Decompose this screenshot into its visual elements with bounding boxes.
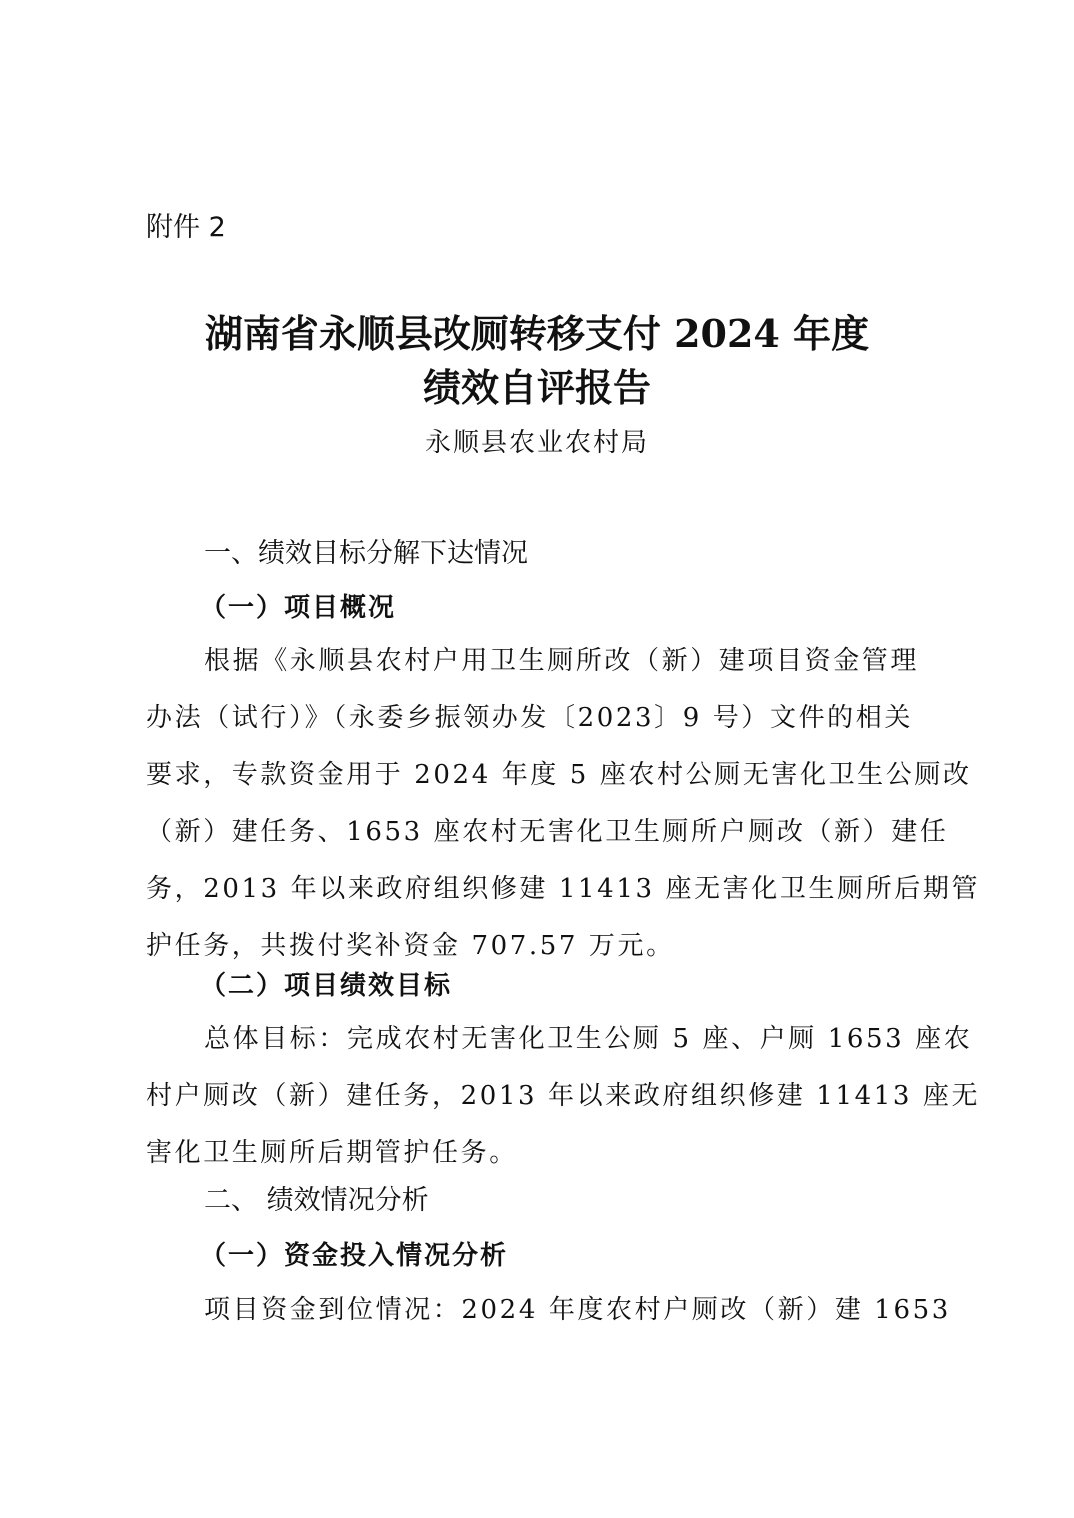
section-2-1-heading: （一）资金投入情况分析 — [200, 1241, 509, 1271]
paragraph-line: （新）建任务、1653 座农村无害化卫生厕所户厕改（新）建任 — [146, 817, 949, 847]
attachment-label: 附件 2 — [146, 212, 226, 243]
paragraph-line: 要求，专款资金用于 2024 年度 5 座农村公厕无害化卫生公厕改 — [146, 760, 972, 790]
paragraph-line: 护任务，共拨付奖补资金 707.57 万元。 — [146, 931, 675, 961]
issuing-organization: 永顺县农业农村局 — [424, 428, 649, 458]
paragraph-line: 根据《永顺县农村户用卫生厕所改（新）建项目资金管理 — [204, 646, 920, 676]
section-1-1-paragraph — [146, 633, 981, 975]
section-1-heading: 一、绩效目标分解下达情况 — [204, 538, 528, 569]
paragraph-line: 项目资金到位情况：2024 年度农村户厕改（新）建 1653 — [204, 1295, 951, 1325]
section-2-heading: 二、 绩效情况分析 — [204, 1185, 429, 1216]
paragraph-line: 害化卫生厕所后期管护任务。 — [146, 1138, 518, 1168]
paragraph-line: 办法（试行）》（永委乡振领办发〔2023〕9 号）文件的相关 — [146, 703, 913, 733]
report-title-line-2: 绩效自评报告 — [422, 365, 651, 410]
paragraph-line: 总体目标：完成农村无害化卫生公厕 5 座、户厕 1653 座农 — [204, 1024, 973, 1054]
paragraph-line: 务，2013 年以来政府组织修建 11413 座无害化卫生厕所后期管 — [146, 874, 981, 904]
paragraph-line: 村户厕改（新）建任务，2013 年以来政府组织修建 11413 座无 — [146, 1081, 981, 1111]
section-1-1-heading: （一）项目概况 — [200, 593, 397, 623]
section-2-1-paragraph — [146, 1282, 951, 1339]
section-1-2-paragraph — [146, 1011, 981, 1182]
section-1-2-heading: （二）项目绩效目标 — [200, 971, 453, 1001]
report-title-line-1: 湖南省永顺县改厕转移支付 2024 年度 — [204, 311, 870, 356]
